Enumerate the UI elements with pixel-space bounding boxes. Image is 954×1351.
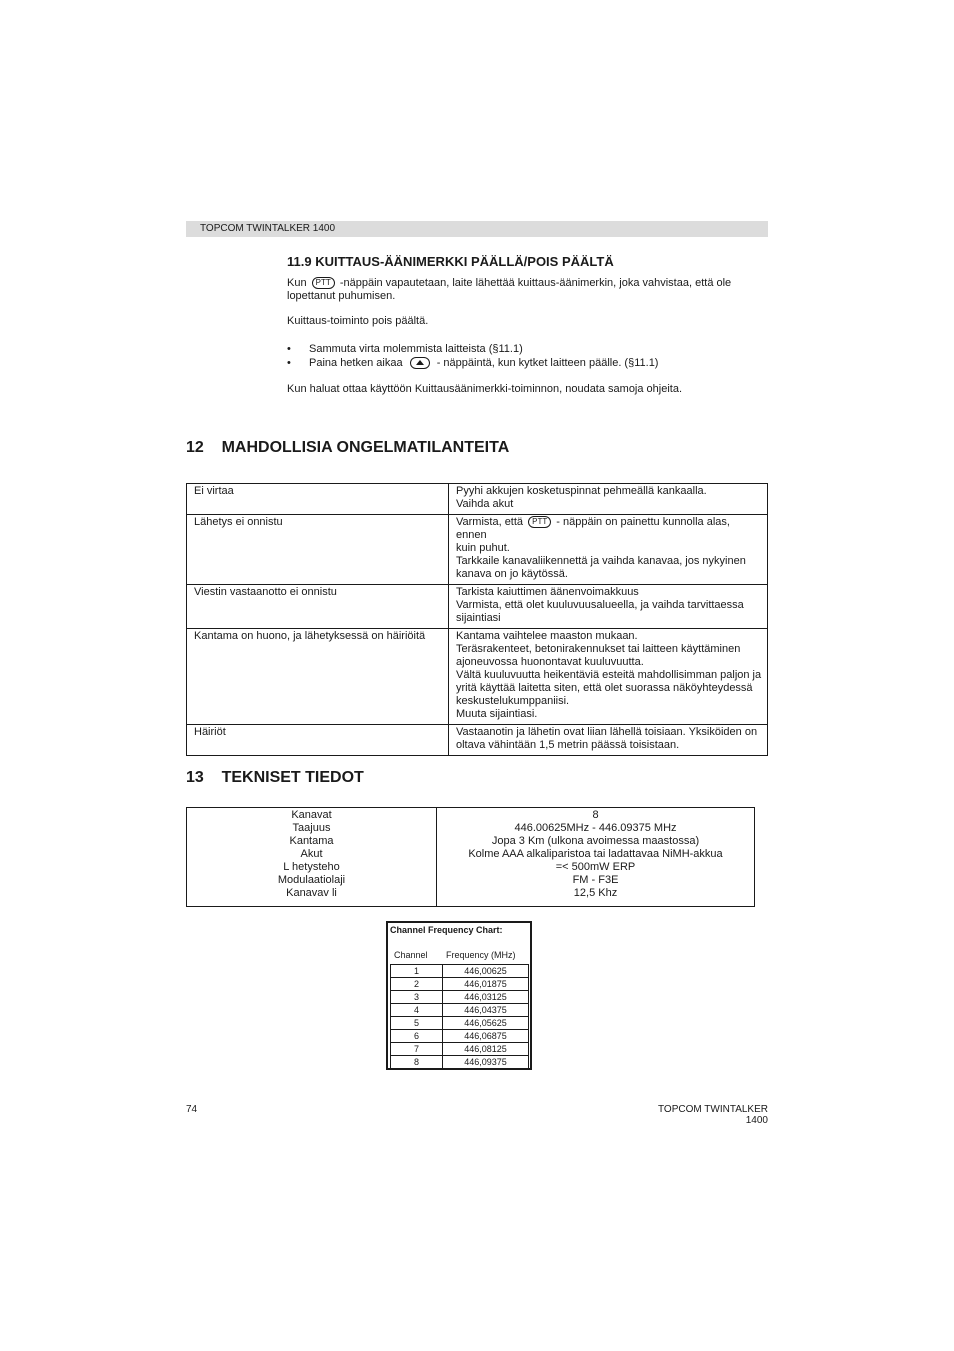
solution-line: kanava on jo käytössä. [456, 568, 568, 580]
frequency-cell: 446,01875 [443, 978, 529, 991]
table-row [187, 515, 768, 585]
problem-cell: Kantama on huono, ja lähetyksessä on häiriöitä [187, 629, 449, 725]
spec-value: Jopa 3 Km (ulkona avoimessa maastossa) [491, 835, 700, 847]
table-row [391, 1004, 529, 1017]
problem-cell: Viestin vastaanotto ei onnistu [187, 585, 449, 629]
off-label: Kuittaus-toiminto pois päältä. [287, 315, 429, 327]
channel-cell: 3 [391, 991, 443, 1004]
spec-label: L hetysteho [283, 861, 340, 873]
solution-line: kuin puhut. [456, 542, 510, 554]
table-row [187, 629, 768, 725]
solution-cell [449, 484, 768, 515]
chart-col-frequency: Frequency (MHz) [446, 950, 516, 960]
solution-cell [449, 585, 768, 629]
specs-labels-cell [187, 808, 437, 907]
solution-line: Vältä kuuluvuutta heikentäviä esteitä mahdollisimman paljon ja [456, 669, 762, 681]
channel-cell: 1 [391, 965, 443, 978]
spec-label: Kanavav li [286, 887, 337, 899]
solution-line: Muuta sijaintiasi. [456, 708, 538, 720]
page-header [186, 221, 768, 237]
spec-value: FM - F3E [572, 874, 619, 886]
header-title: TOPCOM TWINTALKER 1400 [200, 223, 336, 234]
solution-line: yritä käyttää laitetta siten, että olet suorassa näköyhteydessä [456, 682, 753, 694]
section-13-heading: 13 TEKNISET TIEDOT [186, 769, 364, 786]
spec-value: 446.00625MHz - 446.09375 MHz [514, 822, 677, 834]
solution-text-post: - näppäin on painettu kunnolla alas, ennen [456, 516, 730, 541]
spec-label: Modulaatiolaji [277, 874, 346, 886]
solution-cell [449, 515, 768, 585]
table-row [187, 808, 755, 907]
chart-title: Channel Frequency Chart: [390, 925, 503, 935]
table-row [187, 725, 768, 756]
frequency-cell: 446,08125 [443, 1043, 529, 1056]
solution-line: Vaihda akut [456, 498, 514, 510]
spec-label: Taajuus [292, 822, 331, 834]
solution-line: Tarkista kaiuttimen äänenvoimakkuus [456, 586, 639, 598]
bullet-2-text-pre: Paina hetken aikaa [309, 357, 403, 369]
solution-text-pre: Varmista, että [456, 516, 524, 528]
table-row [391, 1017, 529, 1030]
solution-line: Teräsrakenteet, betonirakennukset tai laitteen käyttäminen [456, 643, 741, 655]
section-11-9-heading: 11.9 KUITTAUS-ÄÄNIMERKKI PÄÄLLÄ/POIS PÄÄLTÄ [287, 254, 614, 269]
frequency-cell: 446,00625 [443, 965, 529, 978]
table-row [391, 965, 529, 978]
ptt-key-icon: PTT [528, 516, 551, 528]
frequency-cell: 446,03125 [443, 991, 529, 1004]
spec-value: =< 500mW ERP [555, 861, 636, 873]
intro-text-pre: Kun [287, 277, 307, 289]
channel-cell: 2 [391, 978, 443, 991]
spec-label: Kanavat [291, 809, 332, 821]
spec-label: Kantama [289, 835, 334, 847]
bullet-dot: • [287, 343, 291, 355]
solution-line: Vastaanotin ja lähetin ovat liian lähellä toisiaan. Yksiköiden on [456, 726, 758, 738]
footer-title: TOPCOM TWINTALKER 1400 [657, 1104, 768, 1126]
spec-value: 12,5 Khz [573, 887, 618, 899]
channel-cell: 8 [391, 1056, 443, 1069]
frequency-cell: 446,06875 [443, 1030, 529, 1043]
channel-cell: 7 [391, 1043, 443, 1056]
specs-table [186, 807, 755, 907]
frequency-cell: 446,04375 [443, 1004, 529, 1017]
section-11-9-intro [287, 277, 757, 303]
channel-cell: 5 [391, 1017, 443, 1030]
solution-line: keskustelukumppaniisi. [456, 695, 570, 707]
solution-line: Pyyhi akkujen kosketuspinnat pehmeällä kankaalla. [456, 485, 707, 497]
table-row [391, 978, 529, 991]
solution-line: sijaintiasi [456, 612, 501, 624]
frequency-cell: 446,09375 [443, 1056, 529, 1069]
channel-cell: 6 [391, 1030, 443, 1043]
table-row [391, 1056, 529, 1069]
table-row [187, 484, 768, 515]
section-12-heading: 12 MAHDOLLISIA ONGELMATILANTEITA [186, 439, 510, 456]
closing-text: Kun haluat ottaa käyttöön Kuittausäänimerkki-toiminnon, noudata samoja ohjeita. [287, 383, 683, 395]
spec-label: Akut [300, 848, 323, 860]
problem-cell: Lähetys ei onnistu [187, 515, 449, 585]
ptt-key-icon: PTT [312, 277, 335, 289]
bullet-1-text: Sammuta virta molemmista laitteista (§11.1) [309, 343, 523, 355]
channel-cell: 4 [391, 1004, 443, 1017]
bullet-2-text-post: - näppäintä, kun kytket laitteen päälle. (§11.1) [436, 357, 659, 369]
problem-cell: Ei virtaa [187, 484, 449, 515]
spec-value: 8 [592, 809, 599, 821]
solution-cell [449, 725, 768, 756]
channel-frequency-chart [386, 921, 532, 1070]
problem-cell: Häiriöt [187, 725, 449, 756]
channel-table [390, 964, 529, 1069]
table-row [187, 585, 768, 629]
spec-value: Kolme AAA alkaliparistoa tai ladattavaa NiMH-akkua [468, 848, 723, 860]
solution-line: Varmista, että olet kuuluvuusalueella, ja vaihda tarvittaessa [456, 599, 744, 611]
solution-line: ajoneuvossa huonontavat kuuluvuutta. [456, 656, 644, 668]
troubleshooting-table [186, 483, 768, 756]
solution-cell [449, 629, 768, 725]
table-row [391, 1043, 529, 1056]
table-row [391, 991, 529, 1004]
solution-line: Kantama vaihtelee maaston mukaan. [456, 630, 638, 642]
frequency-cell: 446,05625 [443, 1017, 529, 1030]
up-key-icon [410, 357, 430, 369]
bullet-dot: • [287, 357, 291, 369]
specs-values-cell [437, 808, 755, 907]
intro-text-post: -näppäin vapautetaan, laite lähettää kuittaus-äänimerkin, joka vahvistaa, että ole [339, 277, 732, 289]
solution-line: Tarkkaile kanavaliikennettä ja vaihda kanavaa, jos nykyinen [456, 555, 746, 567]
solution-line [456, 516, 763, 542]
chart-col-channel: Channel [394, 950, 428, 960]
solution-line: oltava vähintään 1,5 metrin päässä toisistaan. [456, 739, 680, 751]
page-number: 74 [186, 1104, 198, 1115]
table-row [391, 1030, 529, 1043]
intro-text-line2: lopettanut puhumisen. [287, 290, 396, 302]
